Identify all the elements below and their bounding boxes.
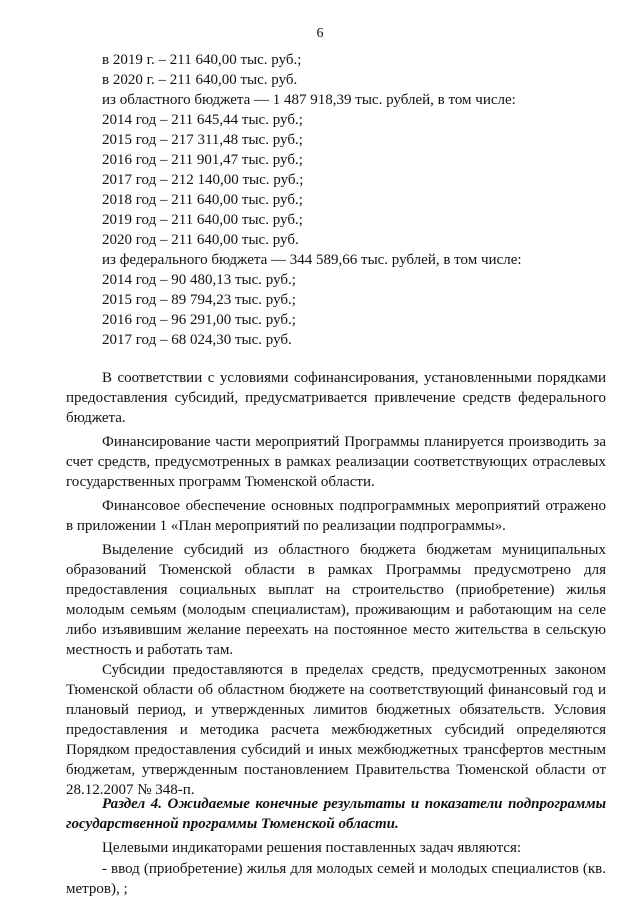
paragraph-subsidy-allocation: Выделение субсидий из областного бюджета бюджетам муниципальных образований Тюменской области в рамках Программы предусмотрено для предоставления социальных выплат на строительство (приобретение) жилья молодым семьям (молодым специалистам), проживающим и работающим на селе либо изъявившим желание переехать на постоянное место жительства в сельскую местность и работать там.	[66, 542, 606, 658]
budget-line: 2016 год – 96 291,00 тыс. руб.;	[102, 312, 296, 328]
section-heading: Раздел 4. Ожидаемые конечные результаты и показатели подпрограммы государственной программы Тюменской области.	[66, 796, 606, 832]
budget-line: 2019 год – 211 640,00 тыс. руб.;	[102, 212, 303, 228]
paragraph-subsidy-conditions: Субсидии предоставляются в пределах средств, предусмотренных законом Тюменской области об областном бюджете на соответствующий финансовый год и плановый период, и утвержденных лимитов бюджетных обязательств. Условия предоставления и методика расчета межбюджетных субсидий определяются Порядком предоставления субсидий и иных межбюджетных трансфертов местным бюджетам, утвержденным постановлением Правительства Тюменской области от 28.12.2007 № 348-п.	[66, 662, 606, 798]
budget-line: в 2020 г. – 211 640,00 тыс. руб.	[102, 72, 298, 88]
budget-line: 2015 год – 89 794,23 тыс. руб.;	[102, 292, 296, 308]
budget-line: 2017 год – 212 140,00 тыс. руб.;	[102, 172, 304, 188]
budget-line: в 2019 г. – 211 640,00 тыс. руб.;	[102, 52, 302, 68]
paragraph-financing-part: Финансирование части мероприятий Программы планируется производить за счет средств, предусмотренных в рамках реализации соответствующих отраслевых государственных программ Тюменской области.	[66, 434, 606, 490]
paragraph-financial-support: Финансовое обеспечение основных подпрограммных мероприятий отражено в приложении 1 «План мероприятий по реализации подпрограммы».	[66, 498, 606, 534]
budget-line: 2017 год – 68 024,30 тыс. руб.	[102, 332, 292, 348]
budget-line: 2018 год – 211 640,00 тыс. руб.;	[102, 192, 303, 208]
page-number: 6	[316, 26, 324, 41]
paragraph-cofinancing: В соответствии с условиями софинансирования, установленными порядками предоставления субсидий, предусматривается привлечение средств федерального бюджета.	[66, 370, 606, 426]
indicator-item: - ввод (приобретение) жилья для молодых семей и молодых специалистов (кв. метров), ;	[66, 861, 606, 897]
budget-line: из областного бюджета — 1 487 918,39 тыс. рублей, в том числе:	[102, 92, 516, 108]
budget-line: 2014 год – 211 645,44 тыс. руб.;	[102, 112, 303, 128]
section-intro: Целевыми индикаторами решения поставленных задач являются:	[102, 840, 522, 856]
budget-line: 2016 год – 211 901,47 тыс. руб.;	[102, 152, 303, 168]
budget-line: из федерального бюджета — 344 589,66 тыс. рублей, в том числе:	[102, 252, 522, 268]
budget-line: 2014 год – 90 480,13 тыс. руб.;	[102, 272, 296, 288]
budget-line: 2020 год – 211 640,00 тыс. руб.	[102, 232, 299, 248]
budget-line: 2015 год – 217 311,48 тыс. руб.;	[102, 132, 303, 148]
